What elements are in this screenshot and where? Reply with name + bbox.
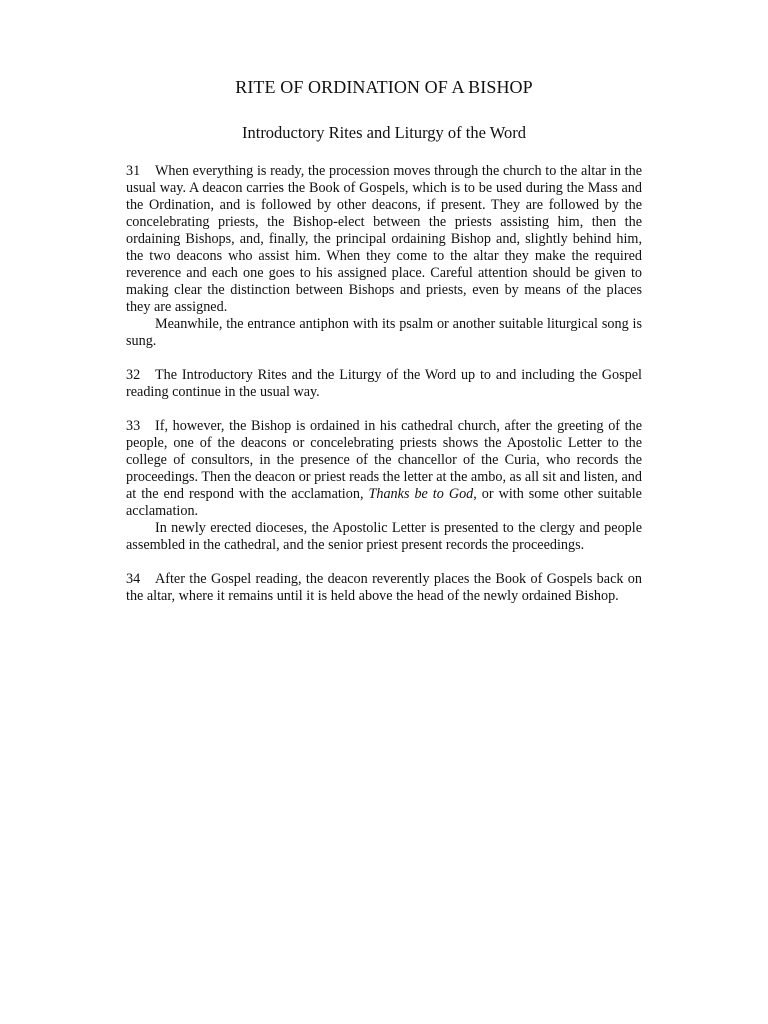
- paragraph-31: [126, 163, 642, 316]
- paragraph-33-continued: In newly erected dioceses, the Apostolic Letter is presented to the clergy and people assembled in the cathedral, and the senior priest present records the proceedings.: [126, 520, 642, 553]
- paragraph-32: [126, 367, 642, 401]
- paragraph-text: If, however, the Bishop is ordained in his cathedral church, after the greeting of the people, one of the deacons or concelebrating priests shows the Apostolic Letter to the college of consultors, in the presence of the chancellor of the Curia, who records the proceedings. Then the deacon or priest reads the letter at the ambo, as all sit and listen, and at the end respond with the acclamation,: [126, 418, 642, 502]
- paragraph-number: 31: [126, 163, 141, 179]
- paragraph-number: 32: [126, 367, 141, 383]
- italic-acclamation: Thanks be to God: [368, 486, 474, 502]
- paragraph-text-end: , or with some other suitable acclamation.: [126, 486, 642, 519]
- paragraph-34: [126, 571, 642, 605]
- document-body: [126, 163, 642, 605]
- paragraph-text: After the Gospel reading, the deacon reverently places the Book of Gospels back on the altar, where it remains until it is held above the head of the newly ordained Bishop.: [126, 571, 642, 604]
- page-title: RITE OF ORDINATION OF A BISHOP: [235, 77, 533, 97]
- paragraph-31-continued: Meanwhile, the entrance antiphon with its psalm or another suitable liturgical song is sung.: [126, 316, 642, 349]
- paragraph-text: When everything is ready, the procession moves through the church to the altar in the usual way. A deacon carries the Book of Gospels, which is to be used during the Mass and the Ordination, and is followed by other deacons, if present. They are followed by the concelebrating priests, the Bishop-elect between the priests assisting him, then the ordaining Bishops, and, finally, the principal ordaining Bishop and, slightly behind him, the two deacons who assist him. When they come to the altar they make the required reverence and each one goes to his assigned place. Careful attention should be given to making clear the distinction between Bishops and priests, even by means of the places they are assigned.: [126, 163, 642, 315]
- section-heading: Introductory Rites and Liturgy of the Word: [241, 123, 526, 142]
- paragraph-text: The Introductory Rites and the Liturgy of the Word up to and including the Gospel reading continue in the usual way.: [126, 367, 642, 400]
- paragraph-number: 33: [126, 418, 141, 434]
- paragraph-number: 34: [126, 571, 141, 587]
- paragraph-33: [126, 418, 642, 520]
